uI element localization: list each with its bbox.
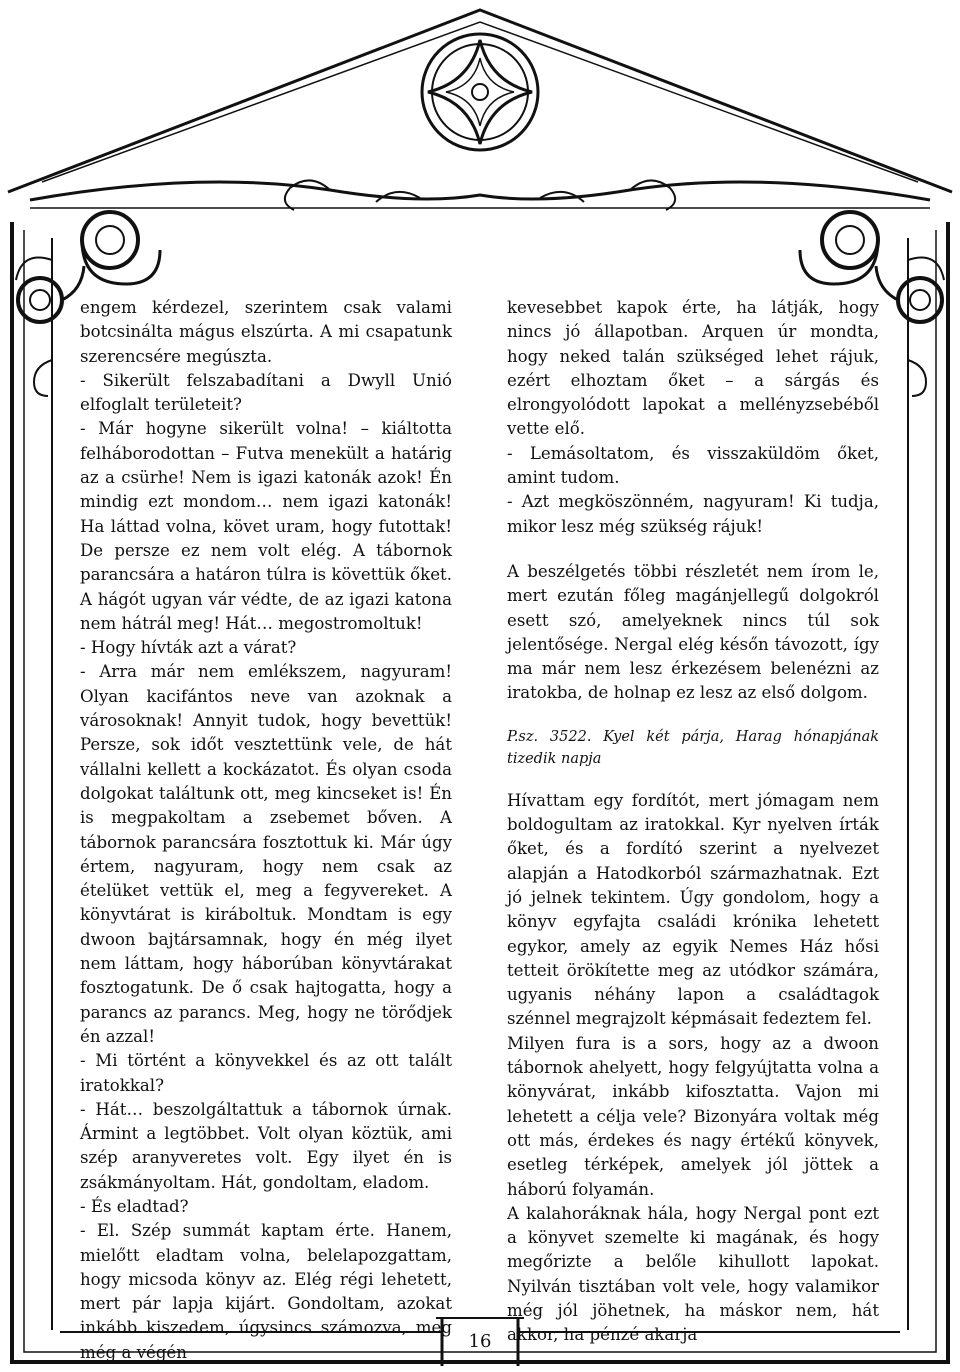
paragraph: engem kérdezel, szerintem csak valami botcsinálta mágus elszúrta. A mi csapatunk szerencsére megúszta. (80, 298, 452, 366)
page-number: 16 (468, 1331, 492, 1352)
dialogue-line: - Sikerült felszabadítani a Dwyll Unió elfoglalt területeit? (80, 370, 452, 415)
dialogue-line: - Hogy hívták azt a várat? (80, 638, 297, 658)
paragraph: A beszélgetés többi részletét nem írom le, mert ezután főleg magánjellegű dolgokról esett szó, amelyeknek nincs túl sok jelentősége. Nergal elég későn távozott, így ma már nem lesz érkezésem belenézni az iratokba, de holnap ez lesz az első dolgom. (507, 561, 879, 703)
paragraph: A kalahoráknak hála, hogy Nergal pont ezt a könyvet szemelte ki magának, és hogy megőrizte a belőle kihullott lapokat. Nyilván tisztában volt vele, hogy valamikor még jól jöhetnek, ha máskor nem, hát akkor, ha pénzé akarja (507, 1203, 879, 1345)
dialogue-line: - Azt megköszönném, nagyuram! Ki tudja, mikor lesz még szükség rájuk! (507, 492, 879, 536)
dialogue-line: - És eladtad? (80, 1196, 189, 1216)
dialogue-line: - El. Szép summát kaptam érte. Hanem, mielőtt eladtam volna, belelapozgattam, hogy micsoda könyv az. Elég régi lehetett, mert pár lapja kijárt. Gondoltam, azokat inkább kiszedem, úgysincs számozva, meg még a végén (80, 1221, 452, 1362)
paragraph: Milyen fura is a sors, hogy az a dwoon tábornok ahelyett, hogy felgyújtatta volna a könyvárat, inkább kifosztatta. Vajon mi lehetett a célja vele? Bizonyára voltak még ott más, érdekes és nagy értékű könyvek, esetleg térképek, amelyek jól jöttek a háború folyamán. (507, 1033, 879, 1199)
dialogue-line: - Arra már nem emlékszem, nagyuram! Olyan kacifántos neve van azoknak a városoknak! Annyit tudok, hogy bevettük! Persze, sok időt vesztettünk vele, de hát vállalni kellett a kockázatot. És olyan csoda dolgokat találtunk ott, meg kincseket is! Én is megpakoltam a zsebemet bőven. A tábornok parancsára fosztottuk ki. Már úgy értem, nagyuram, hogy nem csak az ételüket vettük el, meg a fegyvereket. A könyvtárat is kiráboltuk. Mondtam is egy dwoon bajtársamnak, hogy én még ilyet nem láttam, hogy háborúban könyvtárakat fosztogatunk. De ő csak hajtogatta, hogy a parancs az parancs. Meg, hogy ne törődjek én azzal! (80, 662, 452, 1046)
paragraph: kevesebbet kapok érte, ha látják, hogy nincs jó állapotban. Arquen úr mondta, hogy neked talán szükséged lehet rájuk, ezért elhoztam őket – a sárgás és elrongyolódott lapokat a mellényzsebéből vette elő. (507, 298, 879, 439)
diary-entry-header: P.sz. 3522. Kyel két párja, Harag hónapjának tizedik napja (507, 728, 879, 767)
dialogue-line: - Mi történt a könyvekkel és az ott talált iratokkal? (80, 1051, 452, 1095)
right-text-column (507, 296, 879, 1348)
dialogue-line: - Hát… beszolgáltattuk a tábornok úrnak. Ármint a legtöbbet. Volt olyan köztük, ami szép aranyveretes volt. Egy ilyet én is zsákmányoltam. Hát, gondoltam, eladom. (80, 1099, 452, 1192)
left-text-column (80, 296, 452, 1365)
dialogue-line: - Lemásoltatom, és visszaküldöm őket, amint tudom. (507, 443, 879, 488)
paragraph: Hívattam egy fordítót, mert jómagam nem boldogultam az iratokkal. Kyr nyelven írták őket, és a fordító szerint a nyelvezet alapján a Hatodkorból származhatnak. Ezt jó jelnek tekintem. Úgy gondolom, hogy a könyv egyfajta családi krónika lehetett egykor, amely az egyik Nemes Ház hősi tetteit örökítette meg az utódkor számára, ugyanis néhány lapon a családtagok szénnel megrajzolt képmásait fedeztem fel. (507, 790, 879, 1029)
dialogue-line: - Már hogyne sikerült volna! – kiáltotta felháborodottan – Futva menekült a határig az a csürhe! Nem is igazi katonák azok! Én mindig ezt mondom… nem igazi katonák! Ha láttad volna, követ uram, hogy futottak! De persze ez nem volt elég. A tábornok parancsára a határon túlra is követtük őket. A hágót ugyan vár védte, de az igazi katona nem hátrál meg! Hát… megostromoltuk! (80, 419, 452, 633)
